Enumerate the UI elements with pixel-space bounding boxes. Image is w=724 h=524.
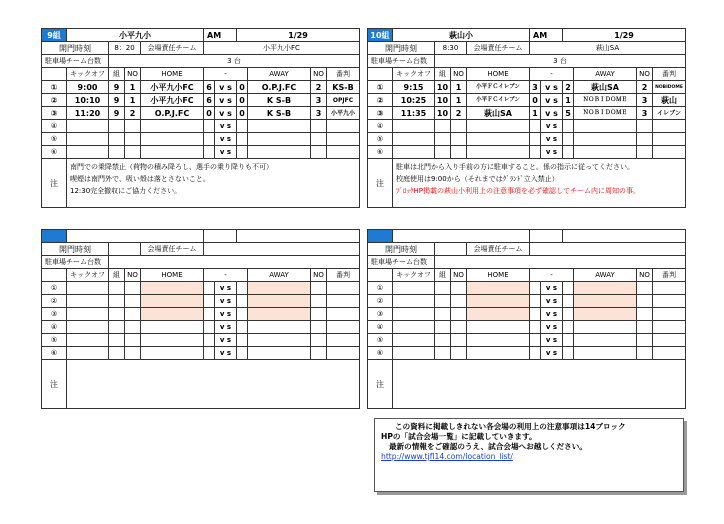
home-score: 0	[204, 107, 215, 120]
venue-team-label: 会場責任チーム	[141, 243, 204, 256]
group-label: 9組	[42, 29, 67, 42]
col-ref: 番判	[653, 68, 686, 81]
schedule-sheet-group10	[367, 28, 686, 208]
notes-text: 駐車は北門から入り手前の方に駐車すること。係の指示に従ってください。 校庭使用は9:00から（それまではｸﾞﾗﾝﾄﾞ立入禁止） ﾌﾞﾛｯｸHP掲載の萩山小利用上の注意事項を必ず確認してチーム内に周知の事。	[393, 159, 686, 208]
away-team: ＮＯＢＩＤＯＭＥ	[574, 94, 637, 107]
am-label: AM	[530, 29, 563, 42]
away-team: K S-B	[248, 107, 311, 120]
match-row: ④ v s	[368, 321, 686, 334]
col-away: AWAY	[248, 68, 311, 81]
parking-value: 3 台	[109, 55, 360, 68]
col-no: NO	[125, 68, 141, 81]
col-home: HOME	[141, 68, 204, 81]
home-score: 3	[530, 81, 541, 94]
parking-label: 駐車場チーム台数	[368, 256, 435, 269]
match-row: ⑤ v s	[42, 133, 360, 146]
schedule-sheet-blank-right: 開門時刻 会場責任チーム 駐車場チーム台数 キックオフ 組 NO HOME - AWAY NO 番判 ① v s ② v s ③ v s ④ v s ⑤ v s ⑥ v s 注	[367, 229, 686, 409]
away-score: 5	[563, 107, 574, 120]
col-dash: -	[530, 68, 574, 81]
away-team: O.P.J.FC	[248, 81, 311, 94]
match-date	[237, 230, 360, 243]
match-row: ① 9:00 9 1 小平九小FC 6 v s 0 O.P.J.FC 2 KS-B	[42, 81, 360, 94]
kickoff-time: 10:25	[393, 94, 435, 107]
match-row: ② 10:10 9 1 小平九小FC 6 v s 0 K S-B 3 OPJFC	[42, 94, 360, 107]
notes-text	[393, 360, 686, 409]
notes-label: 注	[42, 159, 67, 208]
kickoff-time: 9:15	[393, 81, 435, 94]
col-no: NO	[451, 68, 467, 81]
home-team: 小平ＦＣイレブン	[467, 94, 530, 107]
open-time-label: 開門時刻	[42, 42, 109, 55]
info-line-3: 最新の情報をご確認のうえ、試合会場へお越しください。	[389, 442, 587, 451]
kickoff-time: 11:35	[393, 107, 435, 120]
home-score: 1	[530, 107, 541, 120]
match-row: ⑤ v s	[368, 334, 686, 347]
home-team: 小平九小FC	[141, 81, 204, 94]
am-label	[530, 230, 563, 243]
match-row: ③ 11:35 10 2 萩山SA 1 v s 5 ＮＯＢＩＤＯＭＥ 3 イレブン	[368, 107, 686, 120]
am-label	[204, 230, 237, 243]
home-team: 小平九小FC	[141, 94, 204, 107]
open-time-label: 開門時刻	[368, 42, 435, 55]
away-score: 1	[563, 94, 574, 107]
col-group: 組	[109, 68, 125, 81]
kickoff-time: 11:20	[67, 107, 109, 120]
col-num	[42, 68, 67, 81]
parking-label: 駐車場チーム台数	[42, 55, 109, 68]
location-list-link[interactable]: http://www.tjfl14.com/location_list/	[381, 452, 513, 461]
group-label: 10組	[368, 29, 393, 42]
venue-team-value: 小平九小FC	[204, 42, 360, 55]
parking-value: 3 台	[435, 55, 686, 68]
open-time-label: 開門時刻	[368, 243, 435, 256]
venue-team-value: 萩山SA	[530, 42, 686, 55]
schedule-sheet-group9	[41, 28, 360, 208]
venue-team-label: 会場責任チーム	[141, 42, 204, 55]
col-group: 組	[435, 68, 451, 81]
venue-team-label: 会場責任チーム	[467, 243, 530, 256]
match-date: 1/29	[563, 29, 686, 42]
kickoff-time: 9:00	[67, 81, 109, 94]
col-home: HOME	[467, 68, 530, 81]
match-row: ⑥ v s	[368, 146, 686, 159]
notes-text	[67, 360, 360, 409]
venue-team-label: 会場責任チーム	[467, 42, 530, 55]
away-score: 2	[563, 81, 574, 94]
match-row: ④ v s	[42, 120, 360, 133]
away-team: 萩山SA	[574, 81, 637, 94]
away-score: 0	[237, 94, 248, 107]
home-team: 小平ＦＣイレブン	[467, 81, 530, 94]
open-time-label: 開門時刻	[42, 243, 109, 256]
notes-label: 注	[368, 360, 393, 409]
referee: イレブン	[653, 107, 686, 120]
open-time-value: 8:30	[435, 42, 467, 55]
notes-warning: ﾌﾞﾛｯｸHP掲載の萩山小利用上の注意事項を必ず確認してチーム内に周知の事。	[396, 187, 640, 195]
match-date: 1/29	[237, 29, 360, 42]
match-row: ② v s	[368, 295, 686, 308]
match-row: ⑥ v s	[368, 347, 686, 360]
away-score: 0	[237, 107, 248, 120]
match-row: ⑤ v s	[42, 334, 360, 347]
col-dash: -	[204, 68, 248, 81]
schedule-sheet-blank-left: 開門時刻 会場責任チーム 駐車場チーム台数 キックオフ 組 NO HOME - AWAY NO 番判 ① v s ② v s ③ v s ④ v s ⑤ v s ⑥ v s 注	[41, 229, 360, 409]
notes-label: 注	[42, 360, 67, 409]
am-label: AM	[204, 29, 237, 42]
col-kickoff: キックオフ	[67, 68, 109, 81]
referee: KS-B	[327, 81, 360, 94]
match-row: ④ v s	[42, 321, 360, 334]
venue-name: 萩山小	[393, 29, 530, 42]
match-row: ① v s	[42, 282, 360, 295]
group-label	[42, 230, 67, 243]
notes-text: 南門での乗降禁止（荷物の積み降ろし、選手の乗り降りも不可） 喫煙は南門外で、吸い殻は落とさないこと。 12:30完全撤収にご協力ください。	[67, 159, 360, 208]
home-team: O.P.J.FC	[141, 107, 204, 120]
away-team: ＮＯＢＩＤＯＭＥ	[574, 107, 637, 120]
home-team: 萩山SA	[467, 107, 530, 120]
kickoff-time: 10:10	[67, 94, 109, 107]
col-num	[368, 68, 393, 81]
home-score: 6	[204, 94, 215, 107]
col-away: AWAY	[574, 68, 637, 81]
match-row: ① v s	[368, 282, 686, 295]
referee: 萩山	[653, 94, 686, 107]
venue-info-box	[374, 418, 684, 492]
away-team: K S-B	[248, 94, 311, 107]
home-score: 6	[204, 81, 215, 94]
parking-label: 駐車場チーム台数	[42, 256, 109, 269]
match-date	[563, 230, 686, 243]
parking-label: 駐車場チーム台数	[368, 55, 435, 68]
match-row: ③ v s	[42, 308, 360, 321]
match-row: ④ v s	[368, 120, 686, 133]
match-row: ⑥ v s	[42, 347, 360, 360]
referee: NOBIDOME	[653, 81, 686, 94]
match-row: ⑤ v s	[368, 133, 686, 146]
venue-name	[393, 230, 530, 243]
col-ref: 番判	[327, 68, 360, 81]
referee: 小平九小	[327, 107, 360, 120]
open-time-value: 8：20	[109, 42, 141, 55]
match-row: ① 9:15 10 1 小平ＦＣイレブン 3 v s 2 萩山SA 2 NOBIDOME	[368, 81, 686, 94]
col-no2: NO	[637, 68, 653, 81]
home-score: 0	[530, 94, 541, 107]
match-row: ⑥ v s	[42, 146, 360, 159]
venue-name: 小平九小	[67, 29, 204, 42]
venue-name	[67, 230, 204, 243]
match-row: ② 10:25 10 1 小平ＦＣイレブン 0 v s 1 ＮＯＢＩＤＯＭＥ 3 萩山	[368, 94, 686, 107]
away-score: 0	[237, 81, 248, 94]
group-label	[368, 230, 393, 243]
match-row: ③ v s	[368, 308, 686, 321]
info-line-1: この資料に掲載しきれない各会場の利用上の注意事項は14ブロック	[395, 422, 626, 431]
match-row: ③ 11:20 9 2 O.P.J.FC 0 v s 0 K S-B 3 小平九小	[42, 107, 360, 120]
notes-label: 注	[368, 159, 393, 208]
col-no2: NO	[311, 68, 327, 81]
referee: OPJFC	[327, 94, 360, 107]
info-line-2: HPの「試合会場一覧」に記載していきます。	[381, 432, 537, 441]
match-row: ② v s	[42, 295, 360, 308]
col-kickoff: キックオフ	[393, 68, 435, 81]
